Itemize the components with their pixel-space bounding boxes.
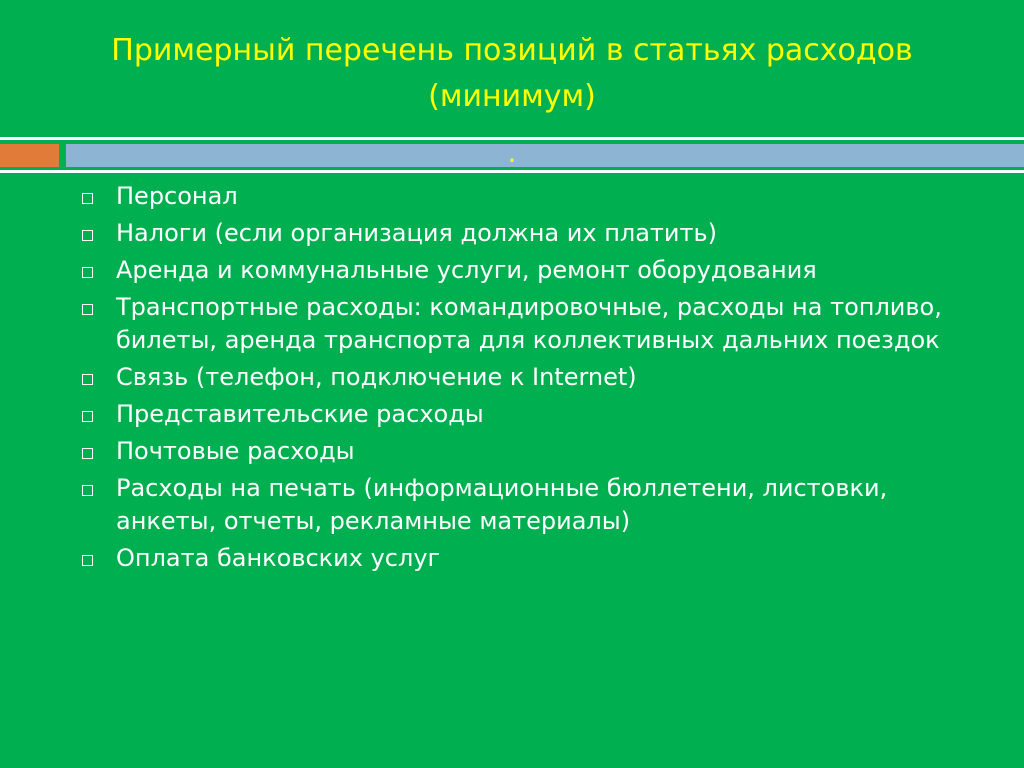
list-item-text: Аренда и коммунальные услуги, ремонт оборудования <box>116 256 817 284</box>
subtitle-text: . <box>507 136 517 169</box>
bullet-list <box>82 180 982 579</box>
list-item-text: Оплата банковских услуг <box>116 544 441 572</box>
list-item <box>82 398 982 431</box>
bullet-square-icon <box>82 485 93 496</box>
bullet-square-icon <box>82 193 93 204</box>
list-item <box>82 254 982 287</box>
list-item <box>82 291 982 357</box>
bullet-square-icon <box>82 374 93 385</box>
list-item-text: Почтовые расходы <box>116 437 355 465</box>
slide-title-line-2: (минимум) <box>428 79 596 114</box>
list-item-text: Связь (телефон, подключение к Internet) <box>116 363 637 391</box>
bullet-square-icon <box>82 304 93 315</box>
bullet-square-icon <box>82 267 93 278</box>
list-item-text: Представительские расходы <box>116 400 484 428</box>
accent-orange-block <box>0 144 59 167</box>
list-item-text: Расходы на печать (информационные бюллетени, листовки, анкеты, отчеты, рекламные материалы) <box>116 474 888 535</box>
list-item <box>82 542 982 575</box>
list-item <box>82 472 982 538</box>
accent-blue-bar <box>66 144 1024 167</box>
list-item <box>82 180 982 213</box>
bullet-square-icon <box>82 448 93 459</box>
list-item-text: Налоги (если организация должна их платить) <box>116 219 717 247</box>
list-item <box>82 435 982 468</box>
divider-bottom <box>0 170 1024 173</box>
list-item-text: Персонал <box>116 182 238 210</box>
bullet-square-icon <box>82 555 93 566</box>
bullet-square-icon <box>82 230 93 241</box>
slide-title-line-1: Примерный перечень позиций в статьях расходов <box>111 33 913 68</box>
list-item <box>82 361 982 394</box>
slide-title <box>60 28 964 120</box>
list-item-text: Транспортные расходы: командировочные, расходы на топливо, билеты, аренда транспорта для коллективных дальних поездок <box>116 293 942 354</box>
bullet-square-icon <box>82 411 93 422</box>
list-item <box>82 217 982 250</box>
